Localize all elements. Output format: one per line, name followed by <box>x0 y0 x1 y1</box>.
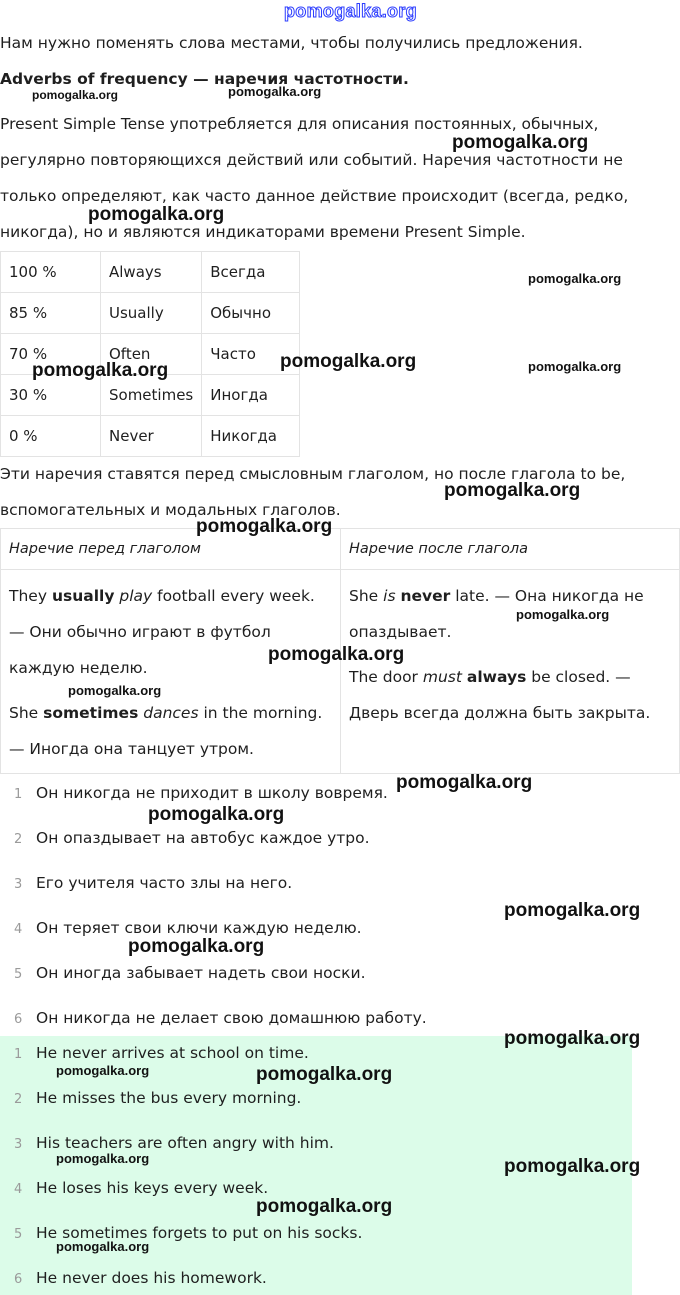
freq-percent: 70 % <box>1 334 101 375</box>
paragraph-line-2: регулярно повторяющихся действий или событий. Наречия частотности не <box>0 151 623 169</box>
watermark: pomogalka.org <box>56 1063 150 1078</box>
example-translation: — Иногда она танцует утром. <box>9 740 254 758</box>
item-number: 3 <box>14 1137 23 1152</box>
column-header-after-verb: Наречие после глагола <box>349 541 528 557</box>
table-row <box>1 252 300 293</box>
freq-translation: Иногда <box>202 375 300 416</box>
watermark: pomogalka.org <box>504 1156 641 1177</box>
item-number: 5 <box>14 1227 23 1242</box>
freq-translation: Никогда <box>202 416 300 457</box>
item-text: Он никогда не приходит в школу вовремя. <box>36 784 388 802</box>
item-number: 4 <box>14 922 23 937</box>
watermark: pomogalka.org <box>452 132 589 153</box>
item-text: He misses the bus every morning. <box>36 1089 302 1107</box>
watermark: pomogalka.org <box>196 516 333 537</box>
item-text: He never arrives at school on time. <box>36 1044 309 1062</box>
freq-percent: 100 % <box>1 252 101 293</box>
item-text: He never does his homework. <box>36 1269 267 1287</box>
item-text: He sometimes forgets to put on his socks. <box>36 1224 363 1242</box>
freq-adverb: Sometimes <box>101 375 202 416</box>
freq-translation: Всегда <box>202 252 300 293</box>
watermark: pomogalka.org <box>256 1196 393 1217</box>
table-row <box>1 416 300 457</box>
watermark: pomogalka.org <box>56 1151 150 1166</box>
freq-adverb: Always <box>101 252 202 293</box>
table-row <box>1 293 300 334</box>
watermark: pomogalka.org <box>528 271 622 286</box>
column-header-before-verb: Наречие перед глаголом <box>9 541 201 557</box>
watermark: pomogalka.org <box>56 1239 150 1254</box>
watermark: pomogalka.org <box>228 84 322 99</box>
watermark: pomogalka.org <box>504 1028 641 1049</box>
item-number: 3 <box>14 877 23 892</box>
watermark: pomogalka.org <box>68 683 162 698</box>
item-number: 1 <box>14 787 23 802</box>
example-sentence: She sometimes dances in the morning. <box>9 704 323 722</box>
watermark: pomogalka.org <box>504 900 641 921</box>
watermark: pomogalka.org <box>280 351 417 372</box>
section-heading: Adverbs of frequency — наречия частотности. <box>0 70 409 88</box>
example-translation: Дверь всегда должна быть закрыта. <box>349 704 651 722</box>
watermark: pomogalka.org <box>32 360 169 381</box>
freq-adverb: Often <box>101 334 202 375</box>
watermark: pomogalka.org <box>268 644 405 665</box>
item-number: 1 <box>14 1047 23 1062</box>
watermark: pomogalka.org <box>32 88 119 102</box>
example-sentence: The door must always be closed. — <box>349 668 631 686</box>
item-text: His teachers are often angry with him. <box>36 1134 334 1152</box>
item-text: Его учителя часто злы на него. <box>36 874 293 892</box>
example-sentence: She is never late. — Она никогда не <box>349 587 644 605</box>
frequency-table <box>0 251 300 457</box>
example-translation: каждую неделю. <box>9 659 148 677</box>
watermark: pomogalka.org <box>516 607 610 622</box>
placement-line-2: вспомогательных и модальных глаголов. <box>0 501 341 519</box>
example-translation: — Они обычно играют в футбол <box>9 623 271 641</box>
paragraph-line-4: никогда), но и являются индикаторами времени Present Simple. <box>0 223 526 241</box>
placement-line-1: Эти наречия ставятся перед смысловным глаголом, но после глагола to be, <box>0 465 626 483</box>
watermark: pomogalka.org <box>128 936 265 957</box>
item-text: Он теряет свои ключи каждую неделю. <box>36 919 362 937</box>
watermark-top: pomogalka.org <box>284 1 417 21</box>
item-number: 2 <box>14 832 23 847</box>
item-number: 4 <box>14 1182 23 1197</box>
freq-translation: Часто <box>202 334 300 375</box>
watermark: pomogalka.org <box>256 1064 393 1085</box>
item-text: Он никогда не делает свою домашнюю работу. <box>36 1009 427 1027</box>
paragraph-line-3: только определяют, как часто данное действие происходит (всегда, редко, <box>0 187 629 205</box>
watermark: pomogalka.org <box>528 359 622 374</box>
watermark: pomogalka.org <box>148 804 285 825</box>
item-number: 5 <box>14 967 23 982</box>
paragraph-line-1: Present Simple Tense употребляется для описания постоянных, обычных, <box>0 115 599 133</box>
freq-percent: 30 % <box>1 375 101 416</box>
example-translation: опаздывает. <box>349 623 452 641</box>
freq-percent: 85 % <box>1 293 101 334</box>
item-number: 6 <box>14 1012 23 1027</box>
item-number: 2 <box>14 1092 23 1107</box>
watermark: pomogalka.org <box>88 204 225 225</box>
freq-translation: Обычно <box>202 293 300 334</box>
header-divider <box>1 569 679 570</box>
item-number: 6 <box>14 1272 23 1287</box>
item-text: Он опаздывает на автобус каждое утро. <box>36 829 370 847</box>
item-text: He loses his keys every week. <box>36 1179 269 1197</box>
freq-percent: 0 % <box>1 416 101 457</box>
freq-adverb: Never <box>101 416 202 457</box>
watermark: pomogalka.org <box>444 480 581 501</box>
example-sentence: They usually play football every week. <box>9 587 315 605</box>
freq-adverb: Usually <box>101 293 202 334</box>
watermark: pomogalka.org <box>396 772 533 793</box>
item-text: Он иногда забывает надеть свои носки. <box>36 964 366 982</box>
intro-text: Нам нужно поменять слова местами, чтобы получились предложения. <box>0 34 583 52</box>
